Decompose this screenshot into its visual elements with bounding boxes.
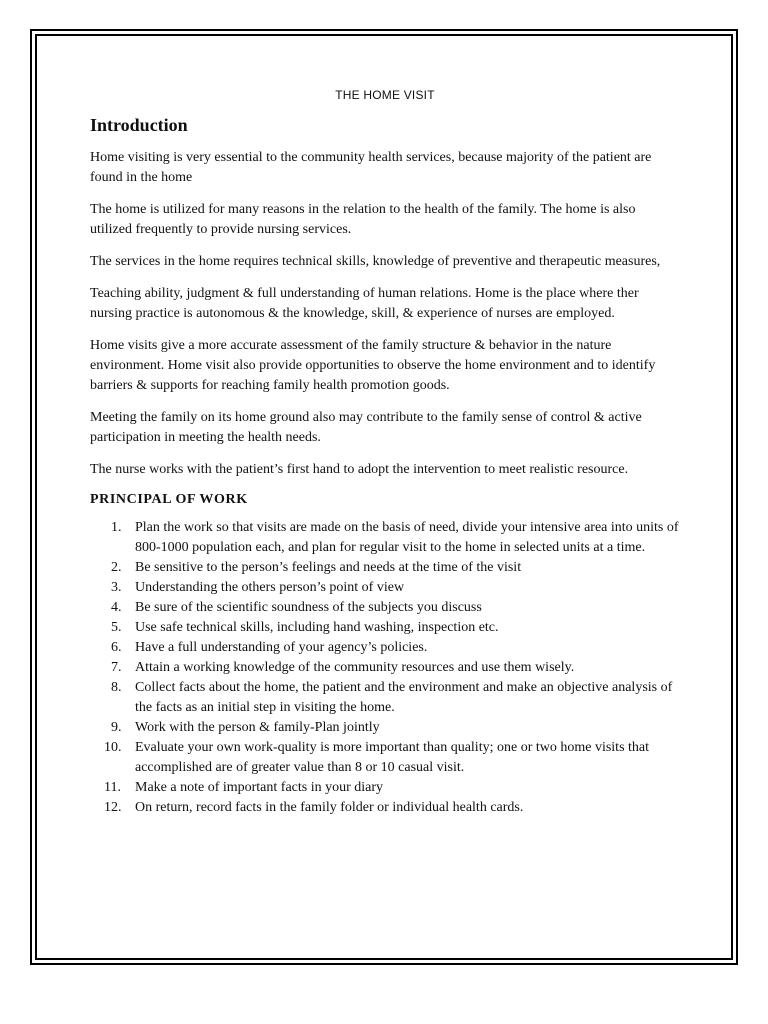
paragraph: Meeting the family on its home ground also may contribute to the family sense of control & active participation in meeting the health needs. xyxy=(90,410,642,445)
item-text: Plan the work so that visits are made on the basis of need, divide your intensive area into units of 800-1000 population each, and plan for regular visit to the home in selected units at a time. xyxy=(135,520,679,555)
list-item: 10. Evaluate your own work-quality is more important than quality; one or two home visits that accomplished are of greater value than 8 or 10 casual visit. xyxy=(104,740,650,775)
list-item: 8. Collect facts about the home, the patient and the environment and make an objective analysis of the facts as an initial step in visiting the home. xyxy=(111,680,673,715)
list-item: 5. Use safe technical skills, including hand washing, inspection etc. xyxy=(111,620,499,635)
list-item: 2. Be sensitive to the person’s feelings and needs at the time of the visit xyxy=(111,560,522,575)
item-text: Make a note of important facts in your diary xyxy=(135,780,384,795)
item-text: Understanding the others person’s point of view xyxy=(135,580,405,595)
item-text: On return, record facts in the family folder or individual health cards. xyxy=(135,800,524,815)
list-item: 7. Attain a working knowledge of the community resources and use them wisely. xyxy=(111,660,575,675)
list-item: 9. Work with the person & family-Plan jointly xyxy=(111,720,380,735)
item-text: Work with the person & family-Plan jointly xyxy=(135,720,380,735)
item-text: Have a full understanding of your agency’s policies. xyxy=(135,640,428,655)
item-text: Collect facts about the home, the patient and the environment and make an objective analysis of the facts as an initial step in visiting the home. xyxy=(135,680,673,715)
list-item: 3. Understanding the others person’s point of view xyxy=(111,580,405,595)
item-text: Evaluate your own work-quality is more important than quality; one or two home visits that accomplished are of greater value than 8 or 10 casual visit. xyxy=(135,740,650,775)
document-title: THE HOME VISIT xyxy=(335,88,435,102)
list-item: 6. Have a full understanding of your agency’s policies. xyxy=(111,640,428,655)
list-item: 4. Be sure of the scientific soundness of the subjects you discuss xyxy=(111,600,482,615)
item-text: Be sure of the scientific soundness of the subjects you discuss xyxy=(135,600,482,615)
paragraph: Home visiting is very essential to the community health services, because majority of the patient are found in the home xyxy=(90,150,652,185)
paragraph: The nurse works with the patient’s first hand to adopt the intervention to meet realistic resource. xyxy=(90,462,629,477)
paragraph: Teaching ability, judgment & full understanding of human relations. Home is the place where ther nursing practice is autonomous & the knowledge, skill, & experience of nurses are employed. xyxy=(90,286,639,321)
item-text: Be sensitive to the person’s feelings and needs at the time of the visit xyxy=(135,560,522,575)
list-item: 11. Make a note of important facts in your diary xyxy=(104,780,384,795)
intro-heading: Introduction xyxy=(90,115,188,135)
paragraph: The services in the home requires technical skills, knowledge of preventive and therapeutic measures, xyxy=(90,254,661,269)
paragraph: The home is utilized for many reasons in the relation to the health of the family. The home is also utilized frequently to provide nursing services. xyxy=(90,202,636,237)
principles-list xyxy=(90,518,680,818)
item-text: Use safe technical skills, including hand washing, inspection etc. xyxy=(135,620,499,635)
document-page xyxy=(90,86,680,818)
item-text: Attain a working knowledge of the community resources and use them wisely. xyxy=(135,660,575,675)
paragraph: Home visits give a more accurate assessment of the family structure & behavior in the nature environment. Home visit also provide opportunities to observe the home environment and to identify barriers & supports for reaching family health promotion goods. xyxy=(90,338,656,393)
list-item: 12. On return, record facts in the family folder or individual health cards. xyxy=(104,800,524,815)
list-item: 1. Plan the work so that visits are made on the basis of need, divide your intensive area into units of 800-1000 population each, and plan for regular visit to the home in selected units at a time. xyxy=(111,520,679,555)
section-heading-principal-of-work: PRINCIPAL OF WORK xyxy=(90,492,248,507)
